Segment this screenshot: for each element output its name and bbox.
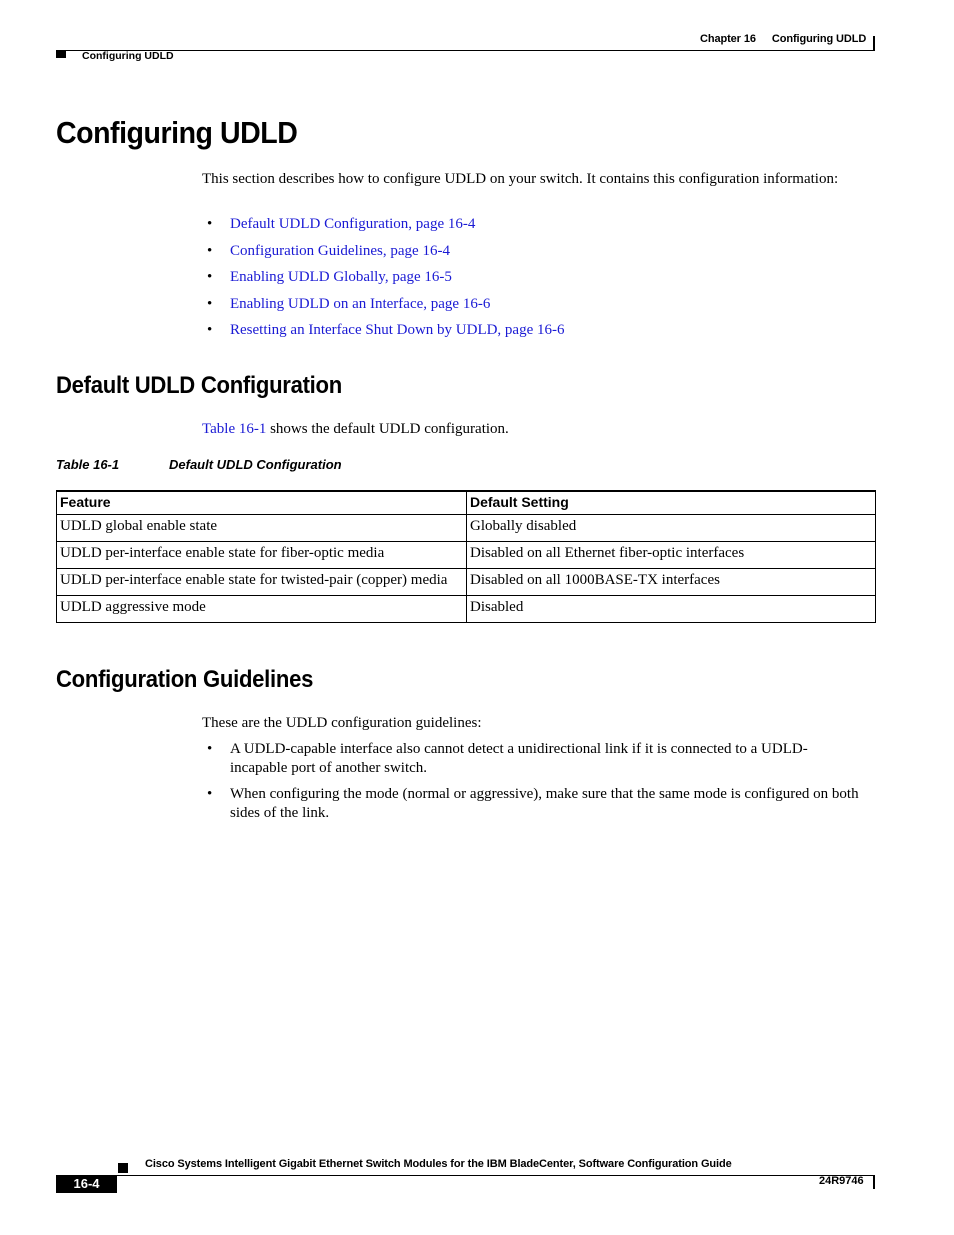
guidelines-intro: These are the UDLD configuration guidelines: xyxy=(202,715,482,731)
guidelines-list xyxy=(202,740,862,823)
table-caption xyxy=(56,457,342,472)
table-cell: UDLD per-interface enable state for fiber-optic media xyxy=(57,542,467,569)
footer-rule xyxy=(56,1175,874,1176)
footer-book-title: Cisco Systems Intelligent Gigabit Ethernet Switch Modules for the IBM BladeCenter, Software Configuration Guide xyxy=(145,1158,732,1170)
list-item: • Enabling UDLD on an Interface, page 16-6 xyxy=(207,295,491,312)
list-item: • Enabling UDLD Globally, page 16-5 xyxy=(207,269,452,285)
chapter-title: Configuring UDLD xyxy=(771,33,867,45)
table-header-row xyxy=(57,491,876,515)
column-header-feature: Feature xyxy=(57,491,467,515)
table-row xyxy=(57,569,876,596)
document-number: 24R9746 xyxy=(819,1175,864,1187)
list-item: • Configuration Guidelines, page 16-4 xyxy=(207,242,450,259)
header-rule xyxy=(56,50,874,51)
toc-link[interactable]: Default UDLD Configuration, page 16-4 xyxy=(230,216,476,232)
toc-link[interactable]: Resetting an Interface Shut Down by UDLD, page 16-6 xyxy=(230,322,565,338)
guideline-text: When configuring the mode (normal or aggressive), make sure that the same mode is configured on both sides of the link. xyxy=(230,786,859,821)
table-cell: Disabled xyxy=(467,596,876,623)
header-block xyxy=(56,50,66,58)
default-config-table xyxy=(56,490,876,623)
toc-list xyxy=(202,215,882,340)
table-reference-text: shows the default UDLD configuration. xyxy=(266,421,509,437)
table-cell: Disabled on all Ethernet fiber-optic interfaces xyxy=(467,542,876,569)
table-row xyxy=(57,542,876,569)
intro-paragraph: This section describes how to configure UDLD on your switch. It contains this configuration information: xyxy=(202,171,839,187)
section-heading-guidelines: Configuration Guidelines xyxy=(56,666,314,693)
page-title: Configuring UDLD xyxy=(56,115,298,150)
toc-link[interactable]: Enabling UDLD on an Interface, page 16-6 xyxy=(230,295,491,312)
footer-block xyxy=(118,1163,128,1173)
table-reference-link[interactable]: Table 16-1 xyxy=(202,421,267,437)
list-item: • A UDLD-capable interface also cannot detect a unidirectional link if it is connected to a UDLD-incapable port of another switch. xyxy=(207,741,808,776)
table-caption-label: Table 16-1 xyxy=(56,457,120,472)
guideline-text: A UDLD-capable interface also cannot detect a unidirectional link if it is connected to a UDLD-incapable port of another switch. xyxy=(230,741,808,776)
table-reference-paragraph xyxy=(202,420,874,439)
table-cell: UDLD aggressive mode xyxy=(57,596,467,623)
list-item: • Resetting an Interface Shut Down by UDLD, page 16-6 xyxy=(207,322,565,338)
header-vertical-bar xyxy=(873,36,875,51)
table-caption-title: Default UDLD Configuration xyxy=(169,457,342,472)
list-item: • Default UDLD Configuration, page 16-4 xyxy=(207,216,476,232)
toc-link[interactable]: Enabling UDLD Globally, page 16-5 xyxy=(230,269,452,285)
chapter-number: Chapter 16 xyxy=(700,33,756,45)
footer-vertical-bar xyxy=(873,1175,875,1189)
section-heading-default: Default UDLD Configuration xyxy=(56,372,342,399)
header-section-title: Configuring UDLD xyxy=(82,50,174,62)
page-number: 16-4 xyxy=(56,1175,117,1193)
table-cell: Globally disabled xyxy=(467,515,876,542)
table-cell: UDLD global enable state xyxy=(57,515,467,542)
table-cell: UDLD per-interface enable state for twisted-pair (copper) media xyxy=(57,569,467,596)
table-cell: Disabled on all 1000BASE-TX interfaces xyxy=(467,569,876,596)
table-row xyxy=(57,596,876,623)
table-row xyxy=(57,515,876,542)
column-header-default-setting: Default Setting xyxy=(467,491,876,515)
running-header xyxy=(700,33,866,45)
toc-link[interactable]: Configuration Guidelines, page 16-4 xyxy=(230,242,450,259)
list-item: • When configuring the mode (normal or aggressive), make sure that the same mode is configured on both sides of the link. xyxy=(207,786,859,821)
